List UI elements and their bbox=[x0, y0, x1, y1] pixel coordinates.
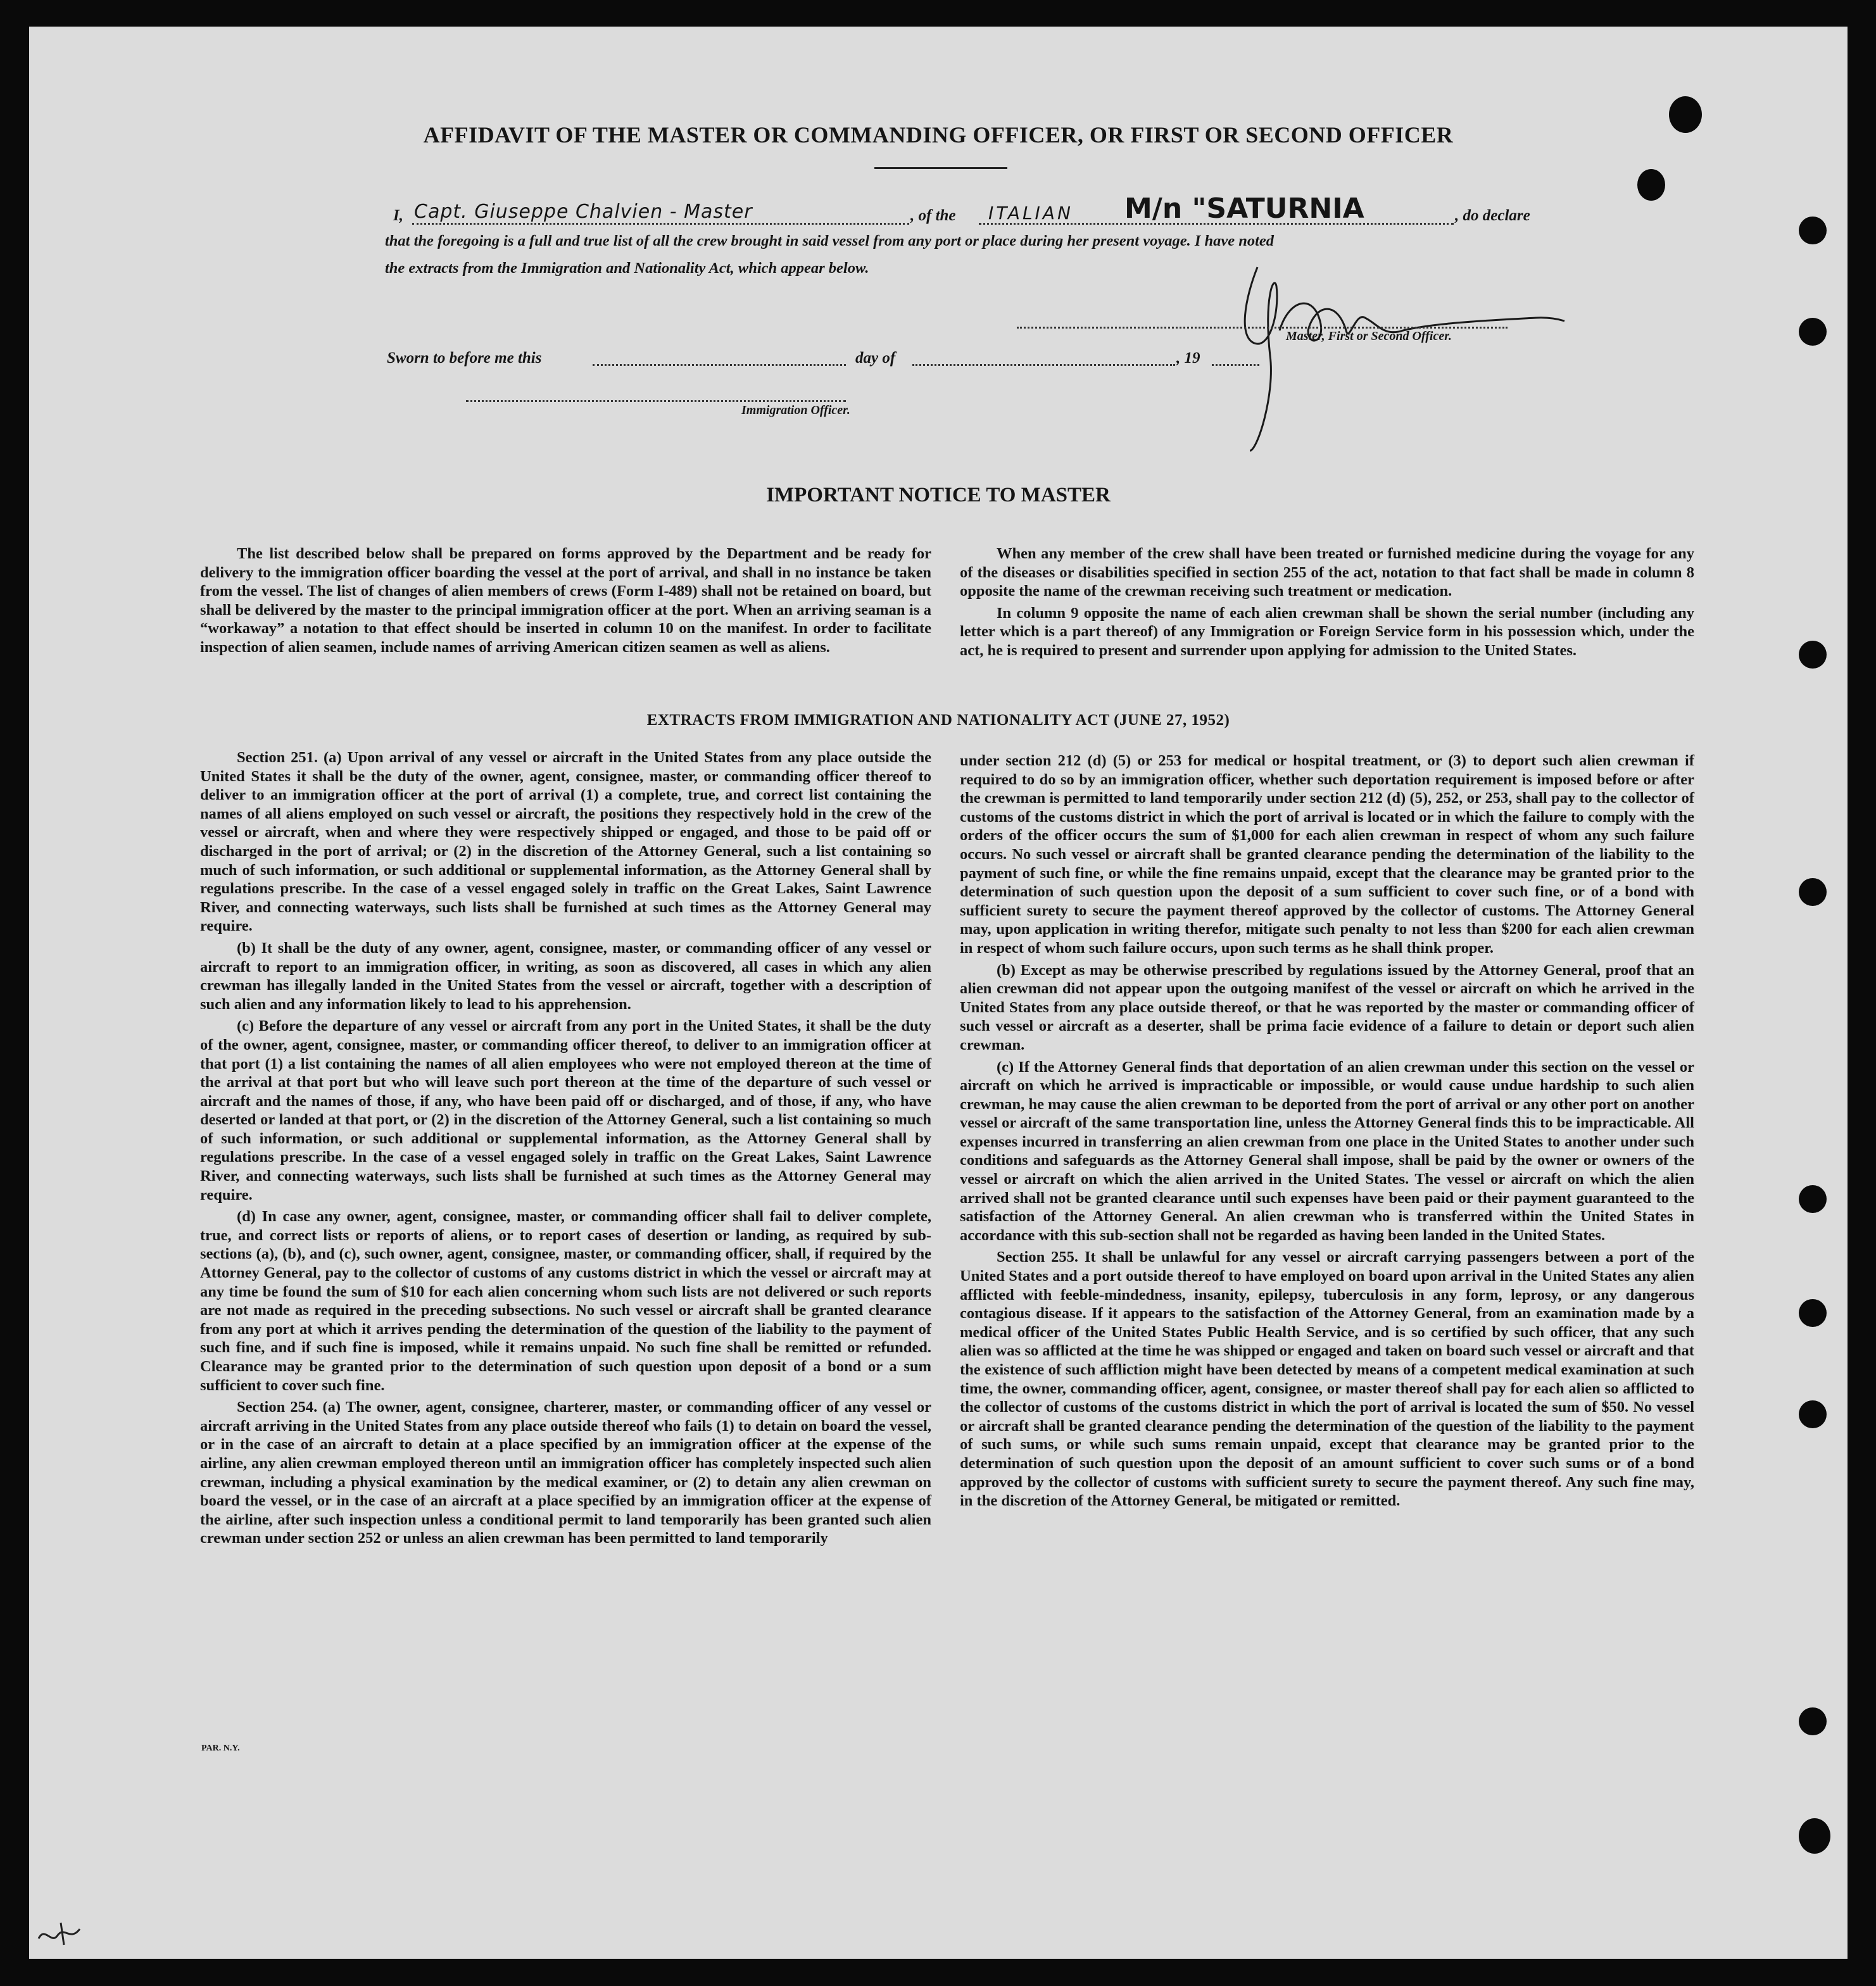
do-declare-label: , do declare bbox=[1455, 207, 1530, 224]
extract-paragraph: (b) Except as may be otherwise prescribed by regulations issued by the Attorney General, proof that an alien crewman did not appear upon the outgoing manifest of the vessel or aircraft on which he arrived in the United States from any place outside thereof, or that he was reported by the master or commanding officer of such vessel or aircraft as a deserter, shall be prima facie evidence of a failure to detain or deport such alien crewman. bbox=[960, 961, 1694, 1053]
extracts-right-column bbox=[960, 751, 1694, 1514]
extract-paragraph: under section 212 (d) (5) or 253 for medical or hospital treatment, or (3) to deport such alien crewman if required to do so by an immigration officer, whether such deportation requirement is imposed before or after the crewman is permitted to land temporarily under section 212 (d) (5), 252, or 253, shall pay to the collector of customs of the customs district in which the port of arrival is located or in which the failure to comply with the orders of the officer occurs the sum of $1,000 for each alien crewman in respect of whom any such failure occurs. No such vessel or aircraft shall be granted clearance pending the determination of the liability to the payment of such fine, or while the fine remains unpaid, except that the clearance may be granted prior to the determination of such question upon the deposit of a sum sufficient to cover such fine, or of a bond with sufficient surety to secure the payment thereof approved by the collector of customs. The Attorney General may, upon application in writing therefor, mitigate such penalty to not less than $200 for each alien crewman in respect of whom such failure occurs, upon such terms as he shall think proper. bbox=[960, 752, 1694, 957]
affidavit-title: AFFIDAVIT OF THE MASTER OR COMMANDING OFFICER, OR FIRST OR SECOND OFFICER bbox=[423, 122, 1454, 148]
vessel-name-handwritten: M/n "SATURNIA bbox=[1124, 192, 1364, 225]
declarant-dotline bbox=[412, 223, 909, 225]
day-of-label: day of bbox=[855, 349, 896, 367]
extract-paragraph: Section 254. (a) The owner, agent, consignee, charterer, master, or commanding officer of any vessel or aircraft arriving in the United States from any place outside thereof who fails (1) to detain on board the vessel, or in the case of an aircraft to detain at a place specified by an immigration officer at the expense of the airline, any alien crewman employed thereon until an immigration officer has completely inspected such alien crewman, including a physical examination by the medical examiner, or (2) to detain any alien crewman on board the vessel, or in the case of an aircraft at a place specified by an immigration officer at the expense of the airline, after such inspection unless a conditional permit to land temporarily has been granted such alien crewman under section 252 or unless an alien crewman has been permitted to land temporarily bbox=[200, 1398, 931, 1547]
signature-caption: Master, First or Second Officer. bbox=[1286, 329, 1452, 343]
punch-hole bbox=[1799, 1400, 1827, 1428]
master-signature bbox=[1219, 261, 1574, 463]
punch-hole bbox=[1799, 1299, 1827, 1327]
extract-paragraph: (c) If the Attorney General finds that deportation of an alien crewman under this section on the vessel or aircraft on which he arrived is impracticable or impossible, or would cause undue hardship to such alien crewman, he may cause the alien crewman to be deported from the port of arrival or any other port on another vessel or aircraft of the same transportation line, unless the Attorney General finds this to be impracticable. All expenses incurred in transferring an alien crewman from one place in the United States to another under such conditions and safeguards as the Attorney General shall impose, shall be paid by the owner or owners of the vessel or aircraft on which the alien arrived in the United States. The vessel or aircraft on which the alien arrived shall not be granted clearance until such expenses have been paid or their payment guaranteed to the satisfaction of the Attorney General. An alien crewman who is transferred within the United States in accordance with this sub-section shall not be regarded as having been landed in the United States. bbox=[960, 1058, 1694, 1244]
signature-dotline bbox=[1017, 327, 1508, 329]
punch-hole bbox=[1799, 217, 1827, 244]
punch-hole bbox=[1799, 318, 1827, 346]
extract-paragraph: (d) In case any owner, agent, consignee, master, or commanding officer shall fail to deliver complete, true, and correct lists or reports of aliens, or to report cases of desertion or landing, as required by sub-sections (a), (b), and (c), such owner, agent, consignee, master, or commanding officer, shall, if required by the Attorney General, pay to the collector of customs of any customs district in which the vessel or aircraft may at any time be found the sum of $10 for each alien concerning whom such lists are not delivered or such reports are not made as required in the preceding subsections. No such vessel or aircraft shall be granted clearance from any port at which it arrives pending the determination of the question of the liability to the payment of such fine, and if such fine is imposed, while it remains unpaid. No such fine shall be remitted or refunded. Clearance may be granted prior to the determination of such question upon deposit of a bond or a sum sufficient to cover such fine. bbox=[200, 1208, 931, 1394]
punch-hole bbox=[1669, 96, 1702, 133]
notice-right-column bbox=[960, 544, 1694, 663]
extract-paragraph: Section 255. It shall be unlawful for any vessel or aircraft carrying passengers between a port of the United States and a port outside thereof to have employed on board upon arrival in the United States any alien afflicted with feeble-mindedness, insanity, epilepsy, tuberculosis in any form, leprosy, or any dangerous contagious disease. If it appears to the satisfaction of the Attorney General, from an examination made by a medical officer of the United States Public Health Service, and is so certified by such officer, that any such alien was so afflicted at the time he was shipped or engaged and taken on board such vessel or aircraft and that the existence of such affliction might have been detected by means of a competent medical examination at such time, the owner, commanding officer, agent, consignee, or master thereof shall pay for each alien so afflicted to the collector of customs of the customs district in which the port of arrival is located the sum of $50. No vessel or aircraft shall be granted clearance pending the determination of the question of the liability to the payment of such sums, or while such sums remain unpaid, except that clearance may be granted prior to the determination of such question upon the deposit of an amount sufficient to cover such sums or of a bond approved by the collector of customs with sufficient surety to secure the payment thereof. Any such fine may, in the discretion of the Attorney General, be mitigated or remitted. bbox=[960, 1248, 1694, 1510]
punch-hole bbox=[1799, 878, 1827, 906]
punch-hole bbox=[1799, 1818, 1830, 1854]
document-page bbox=[29, 27, 1848, 1959]
notice-title: IMPORTANT NOTICE TO MASTER bbox=[766, 484, 1111, 506]
extract-paragraph: Section 251. (a) Upon arrival of any vessel or aircraft in the United States from any place outside the United States it shall be the duty of the owner, agent, consignee, master, or commanding officer thereof to deliver to an immigration officer at the port of arrival (1) a complete, true, and correct list containing the names of all aliens employed on such vessel or aircraft, the positions they respectively hold in the crew of the vessel or aircraft, when and where they were respectively shipped or engaged, and those to be paid off or discharged in the port of arrival; or (2) in the discretion of the Attorney General, such a list containing so much of such information, or such additional or supplemental information, as the Attorney General shall by regulations prescribe. In the case of a vessel engaged solely in traffic on the Great Lakes, Saint Lawrence River, and connecting waterways, such lists shall be furnished at such times as the Attorney General may require. bbox=[200, 749, 931, 935]
printer-mark: PAR. N.Y. bbox=[201, 1744, 240, 1753]
declaration-line-2: that the foregoing is a full and true list of all the crew brought in said vessel from any port or place during her present voyage. I have noted bbox=[385, 232, 1275, 249]
punch-hole bbox=[1799, 1707, 1827, 1735]
notice-left-paragraph: The list described below shall be prepared on forms approved by the Department and be ready for delivery to the immigration officer boarding the vessel at the port of arrival, and shall in no instance be taken from the vessel. The list of changes of alien members of crews (Form I-489) shall not be retained on board, but shall be delivered by the master to the principal immigration officer at the port. When an arriving seaman is a “workaway” a notation to that effect should be inserted in column 10 on the manifest. In order to facilitate inspection of alien seamen, include names of arriving American citizen seamen as well as aliens. bbox=[200, 545, 931, 656]
title-rule bbox=[874, 167, 1007, 169]
extract-paragraph: (b) It shall be the duty of any owner, agent, consignee, master, or commanding officer of any vessel or aircraft to report to an immigration officer, in writing, as soon as discovered, all cases in which any alien crewman has illegally landed in the United States from the vessel or aircraft, together with a description of such alien and any information likely to lead to his apprehension. bbox=[200, 939, 931, 1013]
officer-caption: Immigration Officer. bbox=[741, 403, 850, 417]
sworn-month-dotline bbox=[912, 364, 1175, 366]
sworn-prefix: Sworn to before me this bbox=[387, 349, 542, 367]
notice-right-paragraph-2: In column 9 opposite the name of each alien crewman shall be shown the serial number (including any letter which is a part thereof) of any Immigration or Foreign Service form in his possession which, under the act, he is required to present and surrender upon applying for admission to the United States. bbox=[960, 604, 1694, 659]
declaration-line bbox=[393, 207, 403, 225]
declaration-line-3: the extracts from the Immigration and Nationality Act, which appear below. bbox=[385, 260, 869, 277]
corner-mark bbox=[35, 1920, 86, 1951]
sworn-year-dotline bbox=[1212, 364, 1259, 366]
nationality-handwritten: ITALIAN bbox=[988, 203, 1073, 223]
extracts-left-column bbox=[200, 748, 931, 1551]
extracts-title: EXTRACTS FROM IMMIGRATION AND NATIONALITY ACT (JUNE 27, 1952) bbox=[646, 712, 1230, 729]
officer-dotline bbox=[466, 400, 846, 402]
i-prefix: I, bbox=[393, 207, 403, 224]
year-prefix: , 19 bbox=[1176, 349, 1200, 367]
notice-left-column bbox=[200, 544, 931, 660]
of-the-label: , of the bbox=[910, 207, 956, 224]
extract-paragraph: (c) Before the departure of any vessel or aircraft from any port in the United States, it shall be the duty of the owner, agent, consignee, master, or commanding officer thereof, to deliver to an immigration officer at that port (1) a list containing the names of all alien employees who were not employed thereon at the time of the arrival at that port but who will leave such port thereon at the time of the departure of such vessel or aircraft and the names of those, if any, who have been paid off or discharged, and of those, if any, who have deserted or landed at that port, or (2) in the discretion of the Attorney General, such a list containing so much of such information, or such additional or supplemental information, as the Attorney General shall by regulations prescribe. In the case of a vessel engaged solely in traffic on the Great Lakes, Saint Lawrence River, and connecting waterways, such lists shall be furnished at such times as the Attorney General may require. bbox=[200, 1017, 931, 1204]
notice-right-paragraph-1: When any member of the crew shall have been treated or furnished medicine during the voyage for any of the diseases or disabilities specified in section 255 of the act, notation to that fact shall be made in column 8 opposite the name of the crewman receiving such treatment or medication. bbox=[960, 545, 1694, 600]
punch-hole bbox=[1799, 1185, 1827, 1213]
declarant-handwritten: Capt. Giuseppe Chalvien - Master bbox=[414, 201, 753, 223]
punch-hole bbox=[1637, 169, 1665, 201]
sworn-day-dotline bbox=[593, 364, 846, 366]
punch-hole bbox=[1799, 641, 1827, 669]
